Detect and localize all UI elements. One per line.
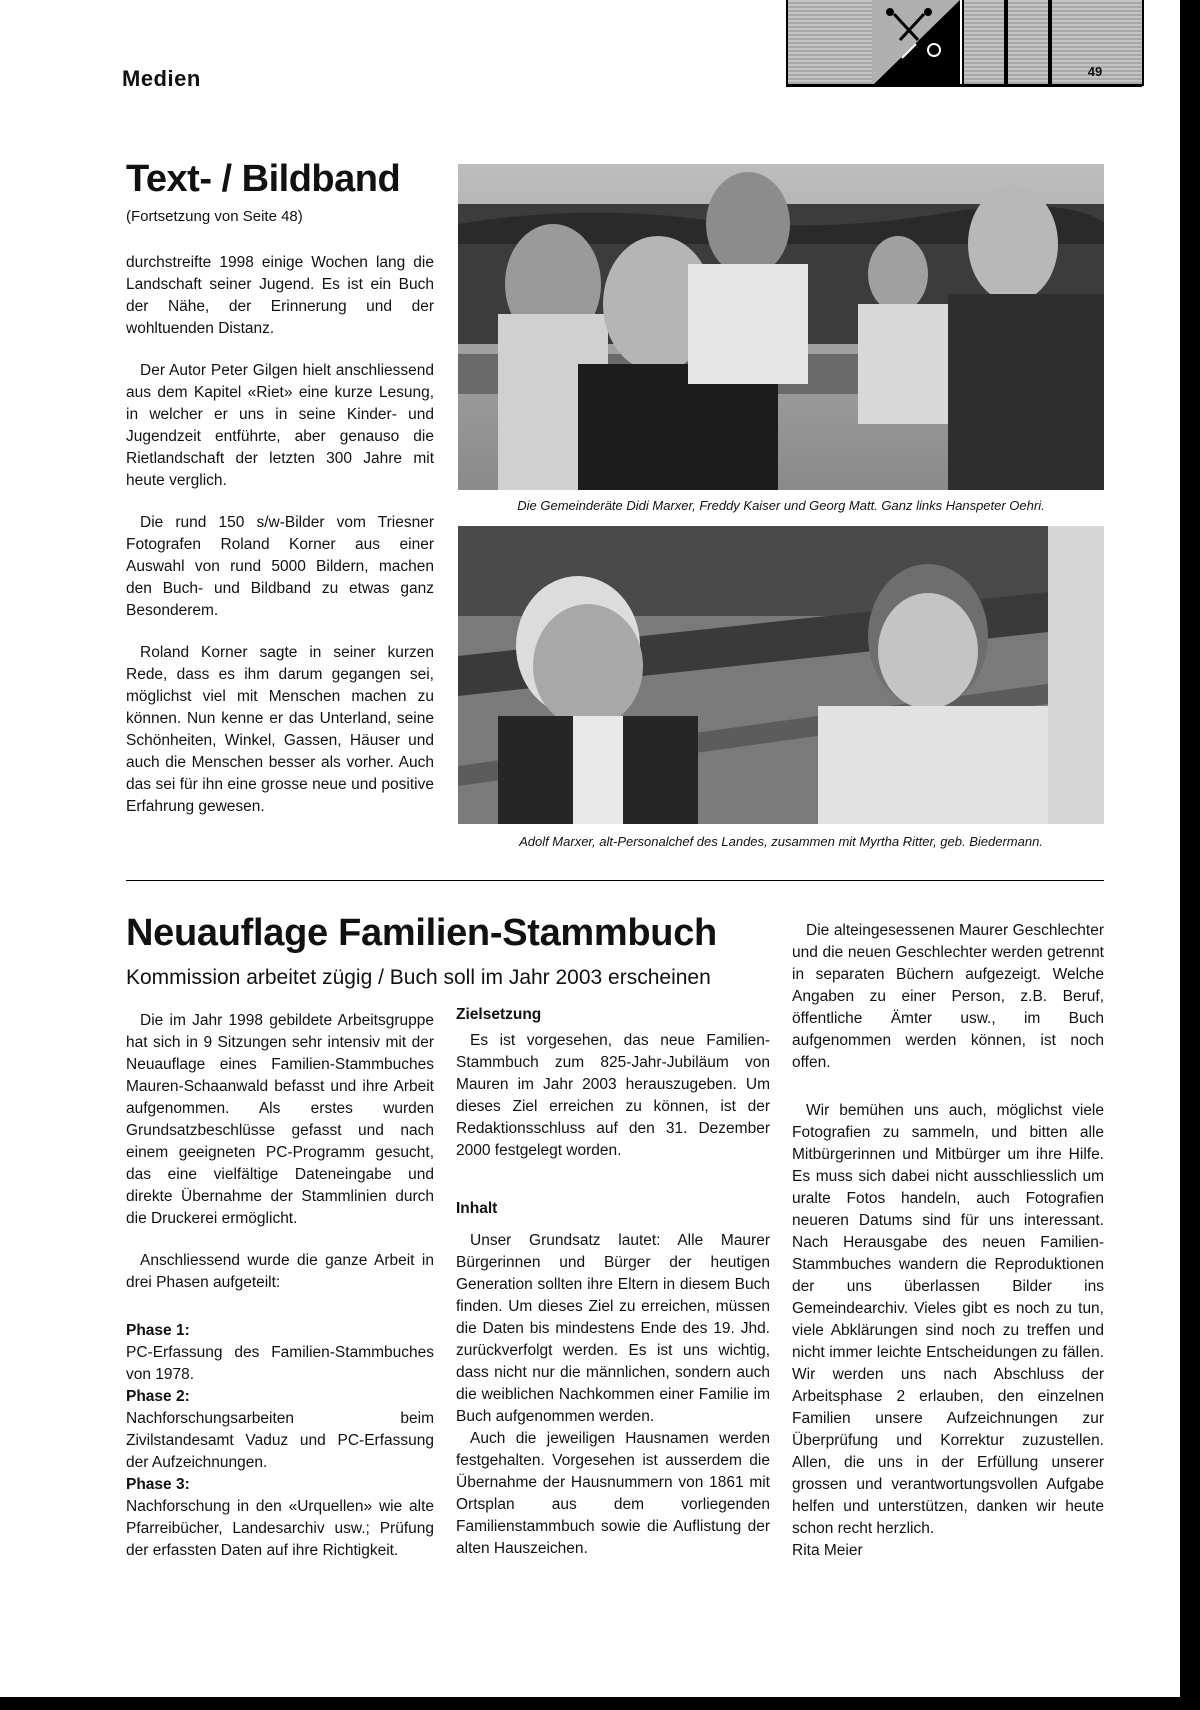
paragraph: Der Autor Peter Gilgen hielt anschliessend aus dem Kapitel «Riet» eine kurze Lesung, in welcher er uns in seine Kinder- und Jugendzeit entführte, aber genauso die Rietlandschaft der letzten 300 Jahre mit heute verglich. [126, 362, 434, 489]
phase-text: Nachforschungsarbeiten beim Zivilstandesamt Vaduz und PC-Erfassung der Aufzeichnungen. [126, 1410, 434, 1471]
article-column-1 [126, 1010, 434, 1562]
paragraph: Die im Jahr 1998 gebildete Arbeitsgruppe hat sich in 9 Sitzungen sehr intensiv mit der Neuauflage eines Familien-Stammbuches Mauren-Schaanwald befasst und ihre Arbeit aufgenommen. Als erstes wurden Grundsatzbeschlüsse gefasst und nach einem geeigneten PC-Programm gesucht, das eine vielfältige Dateneingabe und direkte Übernahme der Stammlinien durch die Druckerei ermöglicht. [126, 1012, 434, 1227]
paragraph: Die alteingesessenen Maurer Geschlechter und die neuen Geschlechter werden getrennt in separaten Büchern aufgezeigt. Welche Angaben zu einer Person, z.B. Beruf, öffentliche Ämter usw., im Buch aufgenommen werden können, ist noch offen. [792, 922, 1104, 1071]
section-divider [126, 880, 1104, 881]
paragraph: Roland Korner sagte in seiner kurzen Rede, dass es ihm darum gegangen sei, möglichst viel mit Menschen machen zu können. Nun kenne er das Unterland, seine Schönheiten, Winkel, Gassen, Häuser und auch die Menschen besser als vorher. Auch das sei für ihn eine grosse neue und positive Erfahrung gewesen. [126, 644, 434, 815]
subheading-zielsetzung: Zielsetzung [456, 1006, 542, 1023]
article-subtitle: Kommission arbeitet zügig / Buch soll im Jahr 2003 erscheinen [126, 966, 711, 989]
page-number: 49 [1087, 64, 1103, 79]
continuation-note: (Fortsetzung von Seite 48) [126, 208, 303, 225]
author-signature: Rita Meier [792, 1542, 863, 1559]
paragraph: Auch die jeweiligen Hausnamen werden festgehalten. Vorgesehen ist ausserdem die Übernahme der Hausnummern von 1861 mit Ortsplan aus dem vorliegenden Familienstammbuch sowie die Auflistung der alten Hauszeichen. [456, 1430, 770, 1557]
photo-caption: Adolf Marxer, alt-Personalchef des Landes, zusammen mit Myrtha Ritter, geb. Biedermann. [519, 834, 1043, 849]
header-rule [786, 84, 1142, 87]
header-tab [786, 0, 874, 86]
phase-text: Nachforschung in den «Urquellen» wie alte Pfarreibücher, Landesarchiv usw.; Prüfung der erfassten Daten auf ihre Richtigkeit. [126, 1498, 434, 1559]
top-article-text [126, 252, 434, 838]
phase-heading: Phase 3: [126, 1476, 190, 1493]
photo-caption: Die Gemeinderäte Didi Marxer, Freddy Kaiser und Georg Matt. Ganz links Hanspeter Oehri. [517, 498, 1045, 513]
photo-council-members [458, 164, 1104, 490]
header-tab [1006, 0, 1050, 86]
phase-heading: Phase 2: [126, 1388, 190, 1405]
article-column-3 [792, 920, 1104, 1562]
article-column-2 [456, 1004, 770, 1560]
paragraph: Anschliessend wurde die ganze Arbeit in drei Phasen aufgeteilt: [126, 1252, 434, 1291]
header-tabs [786, 0, 1142, 86]
article-title: Text- / Bildband [126, 158, 401, 200]
paragraph: Unser Grundsatz lautet: Alle Maurer Bürgerinnen und Bürger der heutigen Generation sollten ihre Eltern in diesem Buch finden. Um dieses Ziel zu erreichen, müssen die Daten bis mindestens Ende des 19. Jhd. zurückverfolgt werden. Es ist uns wichtig, dass nicht nur die männlichen, sondern auch die weiblichen Nachkommen einer Familie im Buch aufgenommen werden. [456, 1232, 770, 1425]
phase-text: PC-Erfassung des Familien-Stammbuches von 1978. [126, 1344, 434, 1383]
subheading-inhalt: Inhalt [456, 1200, 498, 1217]
header-tab [962, 0, 1006, 86]
tools-emblem-icon [872, 0, 960, 86]
header-active-tab [872, 0, 960, 86]
scan-border-right [1180, 0, 1200, 1710]
paragraph: durchstreifte 1998 einige Wochen lang die Landschaft seiner Jugend. Es ist ein Buch der Nähe, der Erinnerung und der wohltuenden Distanz. [126, 254, 434, 337]
photo-marxer-ritter [458, 526, 1104, 824]
paragraph: Die rund 150 s/w-Bilder vom Triesner Fotografen Roland Korner aus einer Auswahl von rund 5000 Bildern, machen den Buch- und Bildband zu etwas ganz Besonderem. [126, 514, 434, 619]
paragraph: Es ist vorgesehen, das neue Familien-Stammbuch zum 825-Jahr-Jubiläum von Mauren im Jahr 2003 herauszugeben. Um dieses Ziel erreichen zu können, ist der Redaktionsschluss auf den 31. Dezember 2000 festgelegt worden. [456, 1032, 770, 1159]
article-headline: Neuauflage Familien-Stammbuch [126, 912, 717, 954]
scan-border-bottom [0, 1697, 1180, 1710]
phase-heading: Phase 1: [126, 1322, 190, 1339]
section-label: Medien [122, 66, 201, 91]
paragraph: Wir bemühen uns auch, möglichst viele Fotografien zu sammeln, und bitten alle Mitbürgerinnen und Mitbürger um ihre Hilfe. Es muss sich dabei nicht ausschliesslich um uralte Fotos handeln, auch Fotografien neueren Datums sind für uns interessant. Nach Herausgabe des neuen Familien-Stammbuches wandern die Reproduktionen der uns überlassen Bilder ins Gemeindearchiv. Vieles gibt es noch zu tun, viele Abklärungen sind noch zu treffen und nicht immer leichte Entscheidungen zu fällen. Wir werden uns nach Abschluss der Arbeitsphase 2 erlauben, den einzelnen Familien unsere Aufzeichnungen zur Überprüfung und Korrektur zuzustellen. Allen, die uns in der Erfüllung unserer grossen und verantwortungsvollen Aufgabe helfen und unterstützen, danken wir heute schon recht herzlich. [792, 1102, 1104, 1537]
